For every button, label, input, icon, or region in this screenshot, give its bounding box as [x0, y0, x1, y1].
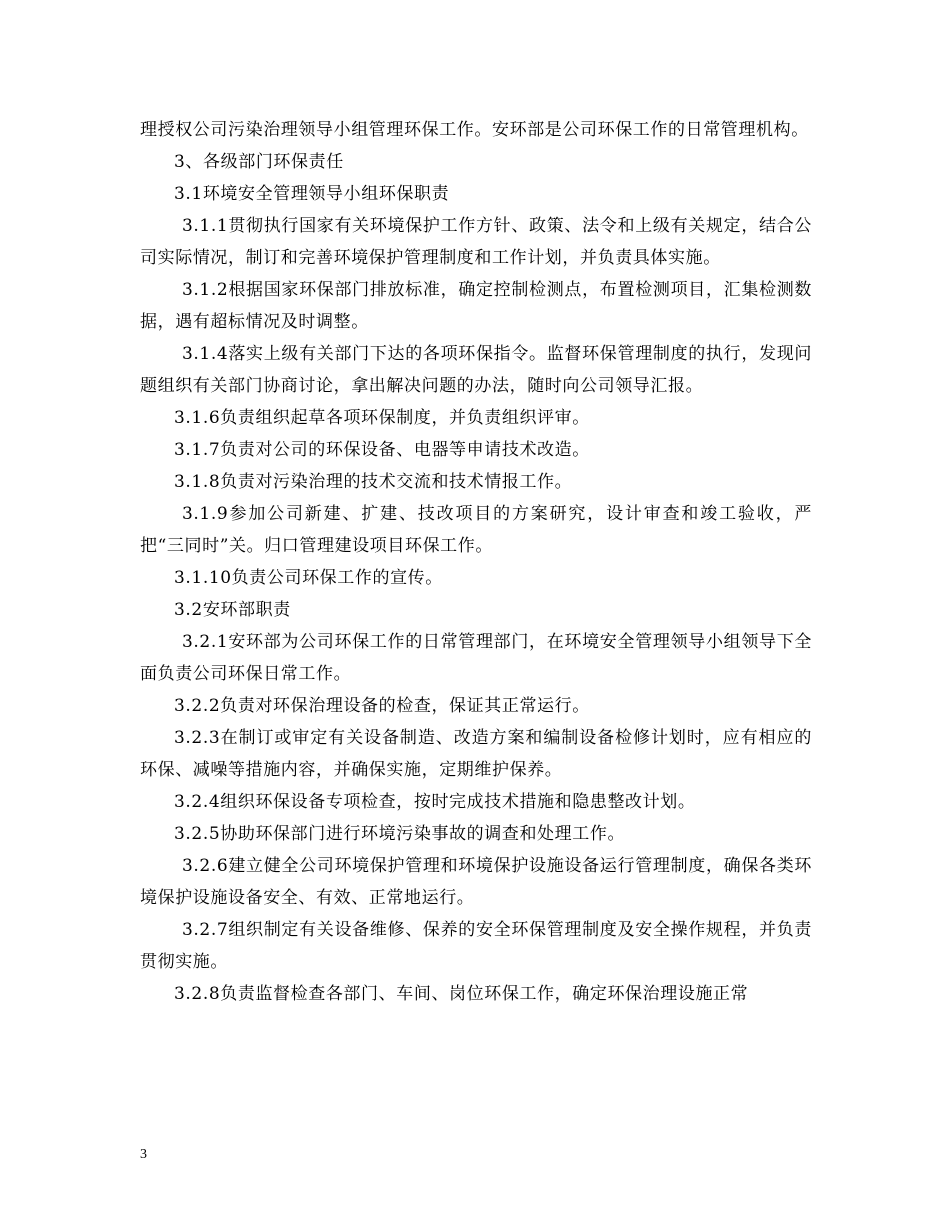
paragraph: 3.2.4组织环保设备专项检查，按时完成技术措施和隐患整改计划。: [174, 792, 696, 812]
paragraph: 3.1.10负责公司环保工作的宣传。: [174, 568, 443, 588]
paragraph: 3.2.3在制订或审定有关设备制造、改造方案和编制设备检修计划时，应有相应的环保、减噪等措施内容，并确保实施，定期维护保养。: [140, 728, 812, 780]
paragraph: 3.2.5协助环保部门进行环境污染事故的调查和处理工作。: [174, 824, 626, 844]
paragraph: 3.2.2负责对环保治理设备的检查，保证其正常运行。: [174, 696, 590, 716]
page-number: 3: [140, 1147, 147, 1162]
paragraph: 3.2.1安环部为公司环保工作的日常管理部门，在环境安全管理领导小组领导下全面负责公司环保日常工作。: [140, 632, 812, 684]
paragraph: 3.1.6负责组织起草各项环保制度，并负责组织评审。: [174, 408, 590, 428]
paragraph: 3.1.7负责对公司的环保设备、电器等申请技术改造。: [174, 440, 590, 460]
paragraph: 3.1.1贯彻执行国家有关环境保护工作方针、政策、法令和上级有关规定，结合公司实际情况，制订和完善环境保护管理制度和工作计划，并负责具体实施。: [140, 216, 812, 268]
subsection-heading: 3.1环境安全管理领导小组环保职责: [174, 184, 450, 204]
document-body: [140, 114, 812, 1010]
paragraph: 3.1.8负责对污染治理的技术交流和技术情报工作。: [174, 472, 573, 492]
paragraph: 3.1.4落实上级有关部门下达的各项环保指令。监督环保管理制度的执行，发现问题组织有关部门协商讨论，拿出解决问题的办法，随时向公司领导汇报。: [140, 344, 812, 396]
section-heading: 3、各级部门环保责任: [174, 152, 344, 172]
paragraph: 3.1.2根据国家环保部门排放标准，确定控制检测点，布置检测项目，汇集检测数据，遇有超标情况及时调整。: [140, 280, 812, 332]
paragraph: 3.2.7组织制定有关设备维修、保养的安全环保管理制度及安全操作规程，并负责贯彻实施。: [140, 920, 812, 972]
paragraph: 3.2.8负责监督检查各部门、车间、岗位环保工作，确定环保治理设施正常: [174, 984, 749, 1004]
paragraph: 3.2.6建立健全公司环境保护管理和环境保护设施设备运行管理制度，确保各类环境保护设施设备安全、有效、正常地运行。: [140, 856, 812, 908]
paragraph: 理授权公司污染治理领导小组管理环保工作。安环部是公司环保工作的日常管理机构。: [140, 120, 809, 140]
subsection-heading: 3.2安环部职责: [174, 600, 291, 620]
paragraph: 3.1.9参加公司新建、扩建、技改项目的方案研究，设计审查和竣工验收，严把“三同时”关。归口管理建设项目环保工作。: [140, 504, 812, 556]
